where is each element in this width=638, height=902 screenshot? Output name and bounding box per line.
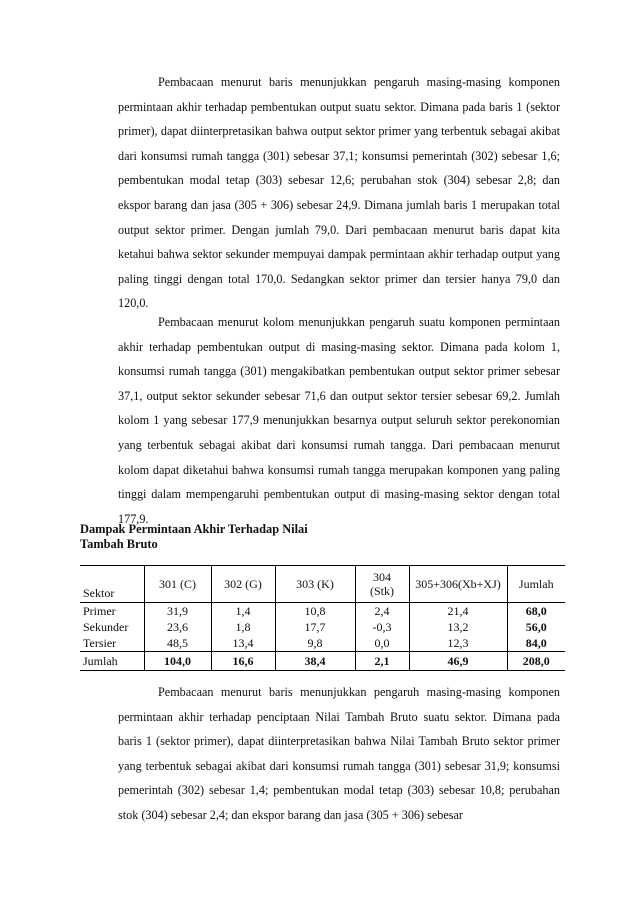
table-cell: Tersier bbox=[83, 635, 117, 650]
table-cell: 2,4 bbox=[355, 603, 409, 620]
header-303: 303 (K) bbox=[275, 566, 355, 603]
table-cell: 21,4 bbox=[409, 603, 507, 620]
table-cell-total: 16,6 bbox=[211, 652, 275, 671]
paragraph-row-reading-output: Pembacaan menurut baris menunjukkan pengaruh masing-masing komponen permintaan akhir terhadap pembentukan output suatu sektor. Dimana pada baris 1 (sektor primer), dapat diinterpretasikan bahwa output sektor primer yang terbentuk sebagai akibat dari konsumsi rumah tangga (301) sebesar 37,1; konsumsi pemerintah (302) sebesar 1,6; pembentukan modal tetap (303) sebesar 12,6; perubahan stok (304) sebesar 2,8; dan ekspor barang dan jasa (305 + 306) sebesar 24,9. Dimana jumlah baris 1 merupakan total output sektor primer. Dengan jumlah 79,0. Dari pembacaan menurut baris dapat kita ketahui bahwa sektor sekunder mempuyai dampak permintaan akhir terhadap output yang paling tinggi dengan total 170,0. Sedangkan sektor primer dan tersier hanya 79,0 dan 120,0. bbox=[118, 75, 560, 311]
table-cell-total: 104,0 bbox=[144, 652, 211, 671]
header-302: 302 (G) bbox=[211, 566, 275, 603]
table-cell: -0,3 bbox=[355, 619, 409, 635]
table-heading-line2: Tambah Bruto bbox=[80, 537, 158, 551]
table-cell: 13,2 bbox=[409, 619, 507, 635]
header-304-code: 304 bbox=[373, 570, 391, 584]
table-heading bbox=[80, 522, 308, 552]
final-demand-value-added-table bbox=[80, 565, 565, 671]
table-cell: 1,8 bbox=[211, 619, 275, 635]
header-jumlah: Jumlah bbox=[507, 566, 565, 603]
table-cell: 17,7 bbox=[275, 619, 355, 635]
table-cell: 13,4 bbox=[211, 635, 275, 652]
table-cell-total: 38,4 bbox=[275, 652, 355, 671]
table-cell-total: 208,0 bbox=[507, 652, 565, 671]
table-cell: Jumlah bbox=[80, 652, 144, 671]
table-cell: 31,9 bbox=[144, 603, 211, 620]
table-cell: 1,4 bbox=[211, 603, 275, 620]
table-cell: Primer bbox=[83, 603, 116, 618]
paragraph-row-reading-value-added: Pembacaan menurut baris menunjukkan pengaruh masing-masing komponen permintaan akhir terhadap penciptaan Nilai Tambah Bruto suatu sektor. Dimana pada baris 1 (sektor primer), dapat diinterpretasikan bahwa Nilai Tambah Bruto sektor primer yang terbentuk sebagai akibat dari konsumsi rumah tangga (301) sebesar 31,9; konsumsi pemerintah (302) sebesar 1,4; pembentukan modal tetap (303) sebesar 10,8; perubahan stok (304) sebesar 2,4; dan ekspor barang dan jasa (305 + 306) sebesar bbox=[118, 685, 560, 822]
table-cell-total: 2,1 bbox=[355, 652, 409, 671]
table-cell: 23,6 bbox=[144, 619, 211, 635]
header-305-306: 305+306(Xb+XJ) bbox=[409, 566, 507, 603]
table-row-sekunder bbox=[80, 619, 565, 635]
table-cell-total: 68,0 bbox=[507, 603, 565, 620]
table-cell: 12,3 bbox=[409, 635, 507, 652]
table-cell: 9,8 bbox=[275, 635, 355, 652]
table-header-row bbox=[80, 566, 565, 603]
table-cell: 10,8 bbox=[275, 603, 355, 620]
header-301: 301 (C) bbox=[144, 566, 211, 603]
table-row-primer bbox=[80, 603, 565, 620]
table-cell-total: 46,9 bbox=[409, 652, 507, 671]
header-304 bbox=[355, 566, 409, 603]
table-cell: 0,0 bbox=[355, 635, 409, 652]
table-row-jumlah bbox=[80, 652, 565, 671]
table-heading-line1: Dampak Permintaan Akhir Terhadap Nilai bbox=[80, 522, 308, 536]
paragraph-column-reading-output: Pembacaan menurut kolom menunjukkan pengaruh suatu komponen permintaan akhir terhadap pembentukan output di masing-masing sektor. Dimana pada kolom 1, konsumsi rumah tangga (301) mengakibatkan pembentukan output sektor primer sebesar 37,1, output sektor sekunder sebesar 71,6 dan output sektor tersier sebesar 69,2. Jumlah kolom 1 yang sebesar 177,9 menunjukkan besarnya output seluruh sektor perekonomian yang terbentuk sebagai akibat dari konsumsi rumah tangga. Dari pembacaan menurut kolom dapat diketahui bahwa konsumsi rumah tangga merupakan komponen yang paling tinggi dalam mempengaruhi pembentukan output di masing-masing sektor dengan total 177,9. bbox=[118, 315, 560, 526]
header-304-sub: (Stk) bbox=[370, 584, 394, 598]
table-row-tersier bbox=[80, 635, 565, 652]
table-cell: Sekunder bbox=[83, 619, 129, 634]
table-cell-total: 84,0 bbox=[507, 635, 565, 652]
header-sektor: Sektor bbox=[83, 586, 115, 600]
table-cell-total: 56,0 bbox=[507, 619, 565, 635]
table-cell: 48,5 bbox=[144, 635, 211, 652]
